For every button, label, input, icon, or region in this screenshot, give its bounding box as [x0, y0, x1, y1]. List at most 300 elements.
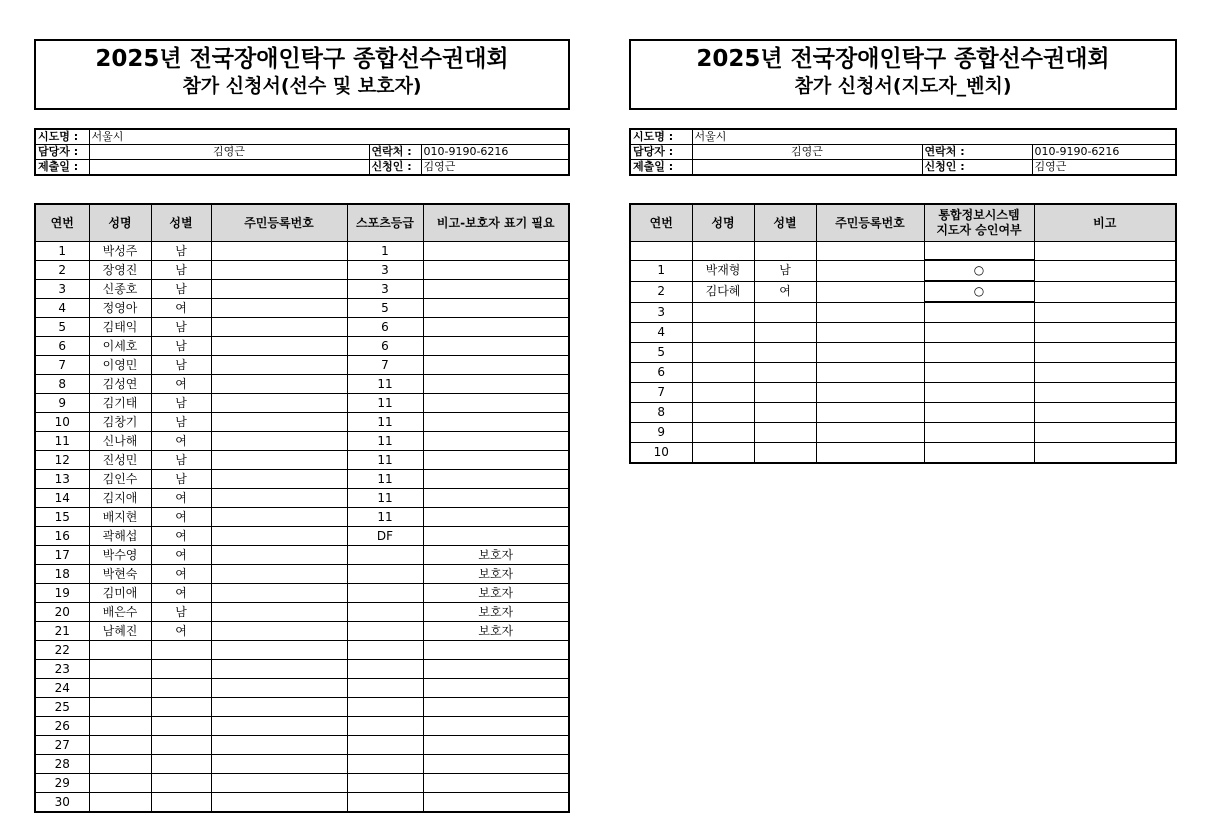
cell-gender[interactable]: 남 — [151, 470, 211, 489]
cell-rrn[interactable] — [211, 698, 347, 717]
right-title-box — [629, 39, 1177, 110]
cell-no[interactable]: 9 — [630, 423, 692, 443]
cell-note[interactable] — [1034, 423, 1176, 443]
cell-name[interactable]: 박재형 — [692, 260, 754, 281]
cell-no[interactable]: 27 — [35, 736, 89, 755]
cell-grade[interactable]: 6 — [347, 318, 423, 337]
cell-rrn[interactable] — [211, 356, 347, 375]
cell-no[interactable]: 4 — [35, 299, 89, 318]
cell-rrn[interactable] — [211, 793, 347, 813]
cell-no[interactable]: 1 — [630, 260, 692, 281]
cell-no[interactable]: 21 — [35, 622, 89, 641]
cell-note[interactable] — [423, 451, 569, 470]
cell-gender[interactable]: 남 — [754, 260, 816, 281]
cell-name[interactable] — [692, 443, 754, 464]
header-name: 성명 — [692, 204, 754, 242]
cell-gender[interactable] — [151, 698, 211, 717]
cell-no[interactable]: 4 — [630, 323, 692, 343]
cell-name[interactable] — [89, 755, 151, 774]
cell-rrn[interactable] — [211, 489, 347, 508]
cell-name[interactable] — [692, 403, 754, 423]
cell-name[interactable] — [692, 423, 754, 443]
cell-grade[interactable]: 11 — [347, 451, 423, 470]
cell-no[interactable]: 5 — [35, 318, 89, 337]
cell-no[interactable]: 11 — [35, 432, 89, 451]
cell-gender[interactable] — [151, 755, 211, 774]
cell-name[interactable]: 김성연 — [89, 375, 151, 394]
cell-note[interactable] — [423, 641, 569, 660]
cell-gender[interactable] — [754, 443, 816, 464]
cell-gender[interactable]: 여 — [151, 584, 211, 603]
cell-note[interactable] — [423, 318, 569, 337]
cell-note[interactable] — [1034, 260, 1176, 281]
cell-no[interactable]: 23 — [35, 660, 89, 679]
cell-no[interactable]: 12 — [35, 451, 89, 470]
cell-grade[interactable]: 7 — [347, 356, 423, 375]
cell-name[interactable] — [692, 343, 754, 363]
cell-gender[interactable]: 여 — [151, 432, 211, 451]
cell-note[interactable] — [423, 299, 569, 318]
table-row — [35, 527, 569, 546]
table-row — [35, 793, 569, 813]
cell-name[interactable]: 곽해섭 — [89, 527, 151, 546]
cell-blank[interactable] — [692, 242, 754, 261]
cell-gender[interactable] — [151, 793, 211, 813]
cell-blank[interactable] — [924, 242, 1034, 261]
sido-value[interactable]: 서울시 — [692, 129, 1176, 145]
cell-gender[interactable]: 여 — [754, 281, 816, 302]
cell-note[interactable] — [423, 394, 569, 413]
cell-note[interactable]: 보호자 — [423, 546, 569, 565]
cell-rrn[interactable] — [211, 774, 347, 793]
cell-rrn[interactable] — [211, 755, 347, 774]
cell-rrn[interactable] — [211, 679, 347, 698]
cell-gender[interactable]: 여 — [151, 546, 211, 565]
right-title-line1: 2025년 전국장애인탁구 종합선수권대회 — [696, 46, 1110, 72]
cell-gender[interactable]: 남 — [151, 337, 211, 356]
cell-grade[interactable] — [347, 774, 423, 793]
cell-name[interactable] — [89, 793, 151, 813]
cell-blank[interactable] — [816, 242, 924, 261]
cell-grade[interactable]: 3 — [347, 261, 423, 280]
cell-grade[interactable]: 11 — [347, 413, 423, 432]
cell-note[interactable] — [423, 736, 569, 755]
cell-no[interactable]: 8 — [630, 403, 692, 423]
cell-gender[interactable]: 남 — [151, 413, 211, 432]
cell-name[interactable] — [692, 383, 754, 403]
cell-grade[interactable]: 6 — [347, 337, 423, 356]
cell-no[interactable]: 24 — [35, 679, 89, 698]
cell-rrn[interactable] — [816, 423, 924, 443]
cell-name[interactable]: 배지현 — [89, 508, 151, 527]
cell-note[interactable] — [423, 660, 569, 679]
table-row — [630, 383, 1176, 403]
cell-name[interactable]: 정영아 — [89, 299, 151, 318]
cell-rrn[interactable] — [211, 736, 347, 755]
table-row — [35, 375, 569, 394]
cell-note[interactable] — [423, 261, 569, 280]
cell-grade[interactable]: 1 — [347, 242, 423, 261]
table-row — [35, 337, 569, 356]
cell-rrn[interactable] — [816, 363, 924, 383]
cell-name[interactable]: 장영진 — [89, 261, 151, 280]
cell-no[interactable]: 25 — [35, 698, 89, 717]
cell-gender[interactable]: 남 — [151, 356, 211, 375]
table-row — [35, 603, 569, 622]
cell-rrn[interactable] — [211, 413, 347, 432]
cell-note[interactable] — [1034, 443, 1176, 464]
cell-grade[interactable]: 11 — [347, 375, 423, 394]
cell-gender[interactable] — [151, 679, 211, 698]
cell-grade[interactable]: DF — [347, 527, 423, 546]
left-title-box — [34, 39, 570, 110]
cell-approval[interactable] — [924, 383, 1034, 403]
cell-blank[interactable] — [1034, 242, 1176, 261]
table-row — [35, 774, 569, 793]
cell-approval[interactable]: ○ — [924, 281, 1034, 302]
coach-table — [629, 203, 1177, 464]
cell-no[interactable]: 20 — [35, 603, 89, 622]
cell-gender[interactable]: 남 — [151, 242, 211, 261]
cell-name[interactable] — [89, 717, 151, 736]
cell-rrn[interactable] — [816, 383, 924, 403]
table-row — [35, 261, 569, 280]
cell-gender[interactable]: 여 — [151, 375, 211, 394]
cell-no[interactable]: 16 — [35, 527, 89, 546]
cell-approval[interactable] — [924, 443, 1034, 464]
cell-rrn[interactable] — [211, 432, 347, 451]
cell-rrn[interactable] — [211, 717, 347, 736]
cell-rrn[interactable] — [816, 302, 924, 323]
cell-no[interactable]: 30 — [35, 793, 89, 813]
cell-note[interactable] — [423, 717, 569, 736]
cell-note[interactable] — [1034, 343, 1176, 363]
cell-note[interactable] — [423, 774, 569, 793]
table-row — [35, 698, 569, 717]
cell-rrn[interactable] — [211, 337, 347, 356]
cell-no[interactable]: 6 — [630, 363, 692, 383]
cell-gender[interactable] — [151, 641, 211, 660]
cell-grade[interactable] — [347, 660, 423, 679]
contact-value[interactable]: 010-9190-6216 — [1032, 145, 1176, 160]
cell-rrn[interactable] — [211, 375, 347, 394]
cell-no[interactable]: 2 — [35, 261, 89, 280]
cell-gender[interactable]: 남 — [151, 261, 211, 280]
cell-gender[interactable] — [754, 383, 816, 403]
cell-blank[interactable] — [630, 242, 692, 261]
cell-rrn[interactable] — [211, 318, 347, 337]
cell-rrn[interactable] — [211, 280, 347, 299]
cell-gender[interactable]: 남 — [151, 451, 211, 470]
cell-no[interactable]: 8 — [35, 375, 89, 394]
cell-no[interactable]: 13 — [35, 470, 89, 489]
right-title-line2: 참가 신청서(지도자_벤치) — [794, 75, 1012, 97]
cell-rrn[interactable] — [211, 565, 347, 584]
cell-name[interactable] — [89, 679, 151, 698]
left-title-line1: 2025년 전국장애인탁구 종합선수권대회 — [95, 46, 509, 72]
cell-gender[interactable] — [754, 403, 816, 423]
cell-rrn[interactable] — [211, 451, 347, 470]
cell-gender[interactable]: 여 — [151, 508, 211, 527]
manager-value[interactable]: 김영근 — [692, 145, 922, 160]
cell-note[interactable] — [423, 432, 569, 451]
manager-label: 담당자 : — [35, 145, 89, 160]
cell-note[interactable] — [1034, 281, 1176, 302]
cell-gender[interactable]: 여 — [151, 299, 211, 318]
cell-grade[interactable]: 3 — [347, 280, 423, 299]
cell-grade[interactable] — [347, 584, 423, 603]
cell-name[interactable] — [692, 323, 754, 343]
cell-note[interactable] — [423, 375, 569, 394]
cell-grade[interactable]: 11 — [347, 394, 423, 413]
cell-rrn[interactable] — [211, 242, 347, 261]
cell-rrn[interactable] — [211, 394, 347, 413]
cell-approval[interactable] — [924, 363, 1034, 383]
table-row — [35, 280, 569, 299]
cell-approval[interactable] — [924, 423, 1034, 443]
cell-grade[interactable]: 11 — [347, 508, 423, 527]
cell-name[interactable]: 신나해 — [89, 432, 151, 451]
table-row — [35, 508, 569, 527]
cell-note[interactable] — [1034, 302, 1176, 323]
cell-approval[interactable]: ○ — [924, 260, 1034, 281]
cell-rrn[interactable] — [211, 470, 347, 489]
cell-name[interactable]: 배은수 — [89, 603, 151, 622]
applicant-value[interactable]: 김영근 — [421, 160, 569, 176]
cell-name[interactable]: 김태익 — [89, 318, 151, 337]
cell-name[interactable]: 김미애 — [89, 584, 151, 603]
cell-gender[interactable] — [754, 363, 816, 383]
table-row — [35, 622, 569, 641]
cell-note[interactable] — [423, 413, 569, 432]
cell-gender[interactable] — [754, 423, 816, 443]
cell-no[interactable]: 17 — [35, 546, 89, 565]
date-value[interactable] — [692, 160, 922, 176]
cell-grade[interactable]: 11 — [347, 432, 423, 451]
cell-note[interactable] — [423, 679, 569, 698]
header-rrn: 주민등록번호 — [816, 204, 924, 242]
cell-no[interactable]: 2 — [630, 281, 692, 302]
manager-value[interactable]: 김영근 — [89, 145, 369, 160]
cell-note[interactable]: 보호자 — [423, 603, 569, 622]
cell-rrn[interactable] — [816, 443, 924, 464]
cell-note[interactable] — [423, 489, 569, 508]
cell-name[interactable]: 박수영 — [89, 546, 151, 565]
cell-rrn[interactable] — [816, 281, 924, 302]
table-row-blank — [630, 242, 1176, 261]
cell-rrn[interactable] — [211, 622, 347, 641]
cell-no[interactable]: 14 — [35, 489, 89, 508]
date-label: 제출일 : — [630, 160, 692, 176]
cell-no[interactable]: 29 — [35, 774, 89, 793]
cell-name[interactable]: 김지애 — [89, 489, 151, 508]
header-rrn: 주민등록번호 — [211, 204, 347, 242]
table-row — [35, 356, 569, 375]
cell-gender[interactable] — [151, 774, 211, 793]
header-approval-line2: 지도자 승인여부 — [936, 223, 1022, 237]
cell-name[interactable] — [89, 774, 151, 793]
cell-note[interactable] — [423, 280, 569, 299]
header-approval — [924, 204, 1034, 242]
cell-grade[interactable] — [347, 755, 423, 774]
cell-note[interactable] — [423, 698, 569, 717]
cell-note[interactable] — [423, 755, 569, 774]
cell-rrn[interactable] — [211, 641, 347, 660]
cell-name[interactable]: 김다혜 — [692, 281, 754, 302]
cell-no[interactable]: 7 — [35, 356, 89, 375]
cell-note[interactable] — [423, 470, 569, 489]
cell-rrn[interactable] — [211, 584, 347, 603]
cell-approval[interactable] — [924, 403, 1034, 423]
cell-grade[interactable] — [347, 641, 423, 660]
cell-note[interactable] — [1034, 363, 1176, 383]
cell-gender[interactable]: 여 — [151, 527, 211, 546]
table-row — [35, 432, 569, 451]
cell-gender[interactable] — [754, 302, 816, 323]
cell-name[interactable]: 남혜진 — [89, 622, 151, 641]
cell-grade[interactable] — [347, 717, 423, 736]
cell-no[interactable]: 19 — [35, 584, 89, 603]
cell-name[interactable]: 김기태 — [89, 394, 151, 413]
cell-name[interactable]: 진성민 — [89, 451, 151, 470]
table-row — [35, 679, 569, 698]
cell-approval[interactable] — [924, 323, 1034, 343]
cell-note[interactable]: 보호자 — [423, 565, 569, 584]
cell-rrn[interactable] — [211, 261, 347, 280]
left-title-line2: 참가 신청서(선수 및 보호자) — [182, 75, 422, 97]
table-row — [35, 318, 569, 337]
cell-grade[interactable] — [347, 736, 423, 755]
cell-no[interactable]: 10 — [630, 443, 692, 464]
cell-gender[interactable]: 여 — [151, 489, 211, 508]
cell-grade[interactable] — [347, 698, 423, 717]
cell-name[interactable] — [89, 660, 151, 679]
cell-note[interactable] — [423, 242, 569, 261]
cell-grade[interactable] — [347, 603, 423, 622]
cell-note[interactable] — [1034, 383, 1176, 403]
cell-note[interactable] — [1034, 403, 1176, 423]
cell-grade[interactable] — [347, 565, 423, 584]
cell-name[interactable] — [89, 736, 151, 755]
header-note: 비고-보호자 표기 필요 — [423, 204, 569, 242]
cell-gender[interactable]: 남 — [151, 603, 211, 622]
cell-gender[interactable]: 남 — [151, 318, 211, 337]
cell-name[interactable]: 김인수 — [89, 470, 151, 489]
cell-name[interactable] — [692, 363, 754, 383]
cell-gender[interactable]: 여 — [151, 565, 211, 584]
cell-no[interactable]: 3 — [35, 280, 89, 299]
table-row — [630, 423, 1176, 443]
cell-note[interactable] — [423, 527, 569, 546]
cell-note[interactable] — [423, 793, 569, 813]
cell-rrn[interactable] — [816, 260, 924, 281]
cell-no[interactable]: 9 — [35, 394, 89, 413]
table-row — [35, 660, 569, 679]
contact-label: 연락처 : — [922, 145, 1032, 160]
table-row — [35, 299, 569, 318]
cell-grade[interactable]: 11 — [347, 489, 423, 508]
cell-rrn[interactable] — [211, 546, 347, 565]
cell-name[interactable] — [89, 641, 151, 660]
cell-note[interactable]: 보호자 — [423, 622, 569, 641]
cell-name[interactable]: 박성주 — [89, 242, 151, 261]
cell-grade[interactable] — [347, 793, 423, 813]
cell-approval[interactable] — [924, 343, 1034, 363]
cell-rrn[interactable] — [211, 527, 347, 546]
cell-no[interactable]: 28 — [35, 755, 89, 774]
cell-name[interactable]: 박현숙 — [89, 565, 151, 584]
cell-name[interactable]: 신종호 — [89, 280, 151, 299]
cell-note[interactable] — [423, 508, 569, 527]
cell-gender[interactable] — [151, 660, 211, 679]
cell-grade[interactable] — [347, 546, 423, 565]
cell-note[interactable] — [423, 337, 569, 356]
cell-approval[interactable] — [924, 302, 1034, 323]
cell-gender[interactable]: 남 — [151, 280, 211, 299]
applicant-value[interactable]: 김영근 — [1032, 160, 1176, 176]
cell-rrn[interactable] — [816, 403, 924, 423]
manager-label: 담당자 : — [630, 145, 692, 160]
cell-name[interactable] — [692, 302, 754, 323]
date-value[interactable] — [89, 160, 369, 176]
cell-rrn[interactable] — [211, 508, 347, 527]
cell-grade[interactable] — [347, 622, 423, 641]
header-grade: 스포츠등급 — [347, 204, 423, 242]
sido-value[interactable]: 서울시 — [89, 129, 569, 145]
left-info-table — [34, 128, 570, 176]
cell-note[interactable] — [1034, 323, 1176, 343]
cell-no[interactable]: 10 — [35, 413, 89, 432]
header-gender: 성별 — [151, 204, 211, 242]
cell-no[interactable]: 15 — [35, 508, 89, 527]
cell-rrn[interactable] — [211, 603, 347, 622]
cell-grade[interactable]: 11 — [347, 470, 423, 489]
cell-no[interactable]: 18 — [35, 565, 89, 584]
table-row — [630, 343, 1176, 363]
cell-no[interactable]: 26 — [35, 717, 89, 736]
table-row — [35, 489, 569, 508]
cell-grade[interactable] — [347, 679, 423, 698]
cell-name[interactable]: 김창기 — [89, 413, 151, 432]
cell-grade[interactable]: 5 — [347, 299, 423, 318]
header-note: 비고 — [1034, 204, 1176, 242]
cell-rrn[interactable] — [816, 323, 924, 343]
cell-no[interactable]: 1 — [35, 242, 89, 261]
cell-no[interactable]: 7 — [630, 383, 692, 403]
cell-gender[interactable] — [754, 343, 816, 363]
cell-blank[interactable] — [754, 242, 816, 261]
cell-gender[interactable]: 여 — [151, 622, 211, 641]
cell-no[interactable]: 5 — [630, 343, 692, 363]
cell-rrn[interactable] — [211, 660, 347, 679]
cell-gender[interactable] — [151, 717, 211, 736]
cell-rrn[interactable] — [211, 299, 347, 318]
cell-rrn[interactable] — [816, 343, 924, 363]
cell-gender[interactable] — [754, 323, 816, 343]
cell-gender[interactable] — [151, 736, 211, 755]
cell-no[interactable]: 6 — [35, 337, 89, 356]
cell-name[interactable] — [89, 698, 151, 717]
cell-note[interactable]: 보호자 — [423, 584, 569, 603]
cell-note[interactable] — [423, 356, 569, 375]
cell-no[interactable]: 3 — [630, 302, 692, 323]
cell-gender[interactable]: 남 — [151, 394, 211, 413]
cell-name[interactable]: 이영민 — [89, 356, 151, 375]
cell-no[interactable]: 22 — [35, 641, 89, 660]
header-no: 연번 — [35, 204, 89, 242]
cell-name[interactable]: 이세호 — [89, 337, 151, 356]
contact-value[interactable]: 010-9190-6216 — [421, 145, 569, 160]
